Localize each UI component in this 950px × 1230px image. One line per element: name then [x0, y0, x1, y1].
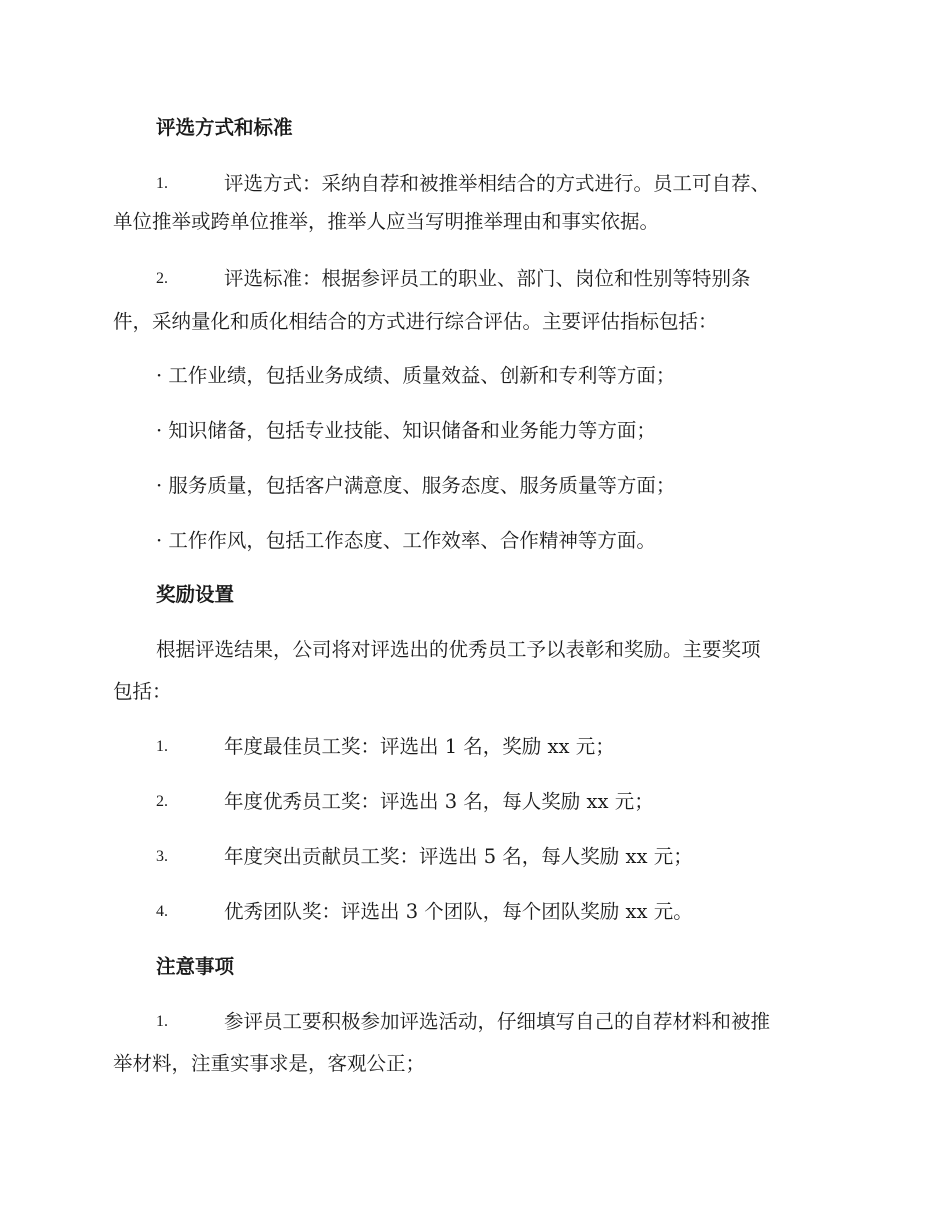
- section-heading-criteria: 评选方式和标准: [156, 116, 293, 139]
- criteria-item-1-number: 1.: [156, 175, 168, 192]
- awards-intro-line2: 包括：: [113, 680, 172, 703]
- notes-item-1-number: 1.: [156, 1013, 168, 1030]
- award-item-number: 1.: [156, 738, 168, 755]
- award-item-text: 年度突出贡献员工奖：评选出 5 名，每人奖励 xx 元；: [224, 845, 693, 868]
- award-item-number: 4.: [156, 903, 168, 920]
- award-item-number: 2.: [156, 793, 168, 810]
- award-item-text: 年度最佳员工奖：评选出 1 名，奖励 xx 元；: [224, 735, 615, 758]
- notes-item-1-line1: 参评员工要积极参加评选活动，仔细填写自己的自荐材料和被推: [224, 1010, 771, 1033]
- criteria-bullet: · 知识储备，包括专业技能、知识储备和业务能力等方面；: [156, 419, 656, 442]
- criteria-item-2-line2: 件，采纳量化和质化相结合的方式进行综合评估。主要评估指标包括：: [113, 310, 718, 333]
- section-heading-notes: 注意事项: [156, 955, 235, 978]
- criteria-item-1-line2: 单位推举或跨单位推举，推举人应当写明推举理由和事实依据。: [113, 210, 660, 233]
- criteria-bullet: · 工作业绩，包括业务成绩、质量效益、创新和专利等方面；: [156, 364, 676, 387]
- criteria-bullet: · 工作作风，包括工作态度、工作效率、合作精神等方面。: [156, 529, 656, 552]
- notes-item-1-line2: 举材料，注重实事求是，客观公正；: [113, 1052, 426, 1075]
- award-item-text: 优秀团队奖：评选出 3 个团队，每个团队奖励 xx 元。: [224, 900, 693, 923]
- criteria-item-2-line1: 评选标准：根据参评员工的职业、部门、岗位和性别等特别条: [224, 267, 751, 290]
- criteria-item-1-line1: 评选方式：采纳自荐和被推举相结合的方式进行。员工可自荐、: [224, 172, 771, 195]
- awards-intro-line1: 根据评选结果，公司将对评选出的优秀员工予以表彰和奖励。主要奖项: [156, 638, 761, 661]
- criteria-item-2-number: 2.: [156, 270, 168, 287]
- criteria-bullet: · 服务质量，包括客户满意度、服务态度、服务质量等方面；: [156, 474, 676, 497]
- section-heading-awards: 奖励设置: [156, 583, 235, 606]
- award-item-number: 3.: [156, 848, 168, 865]
- award-item-text: 年度优秀员工奖：评选出 3 名，每人奖励 xx 元；: [224, 790, 654, 813]
